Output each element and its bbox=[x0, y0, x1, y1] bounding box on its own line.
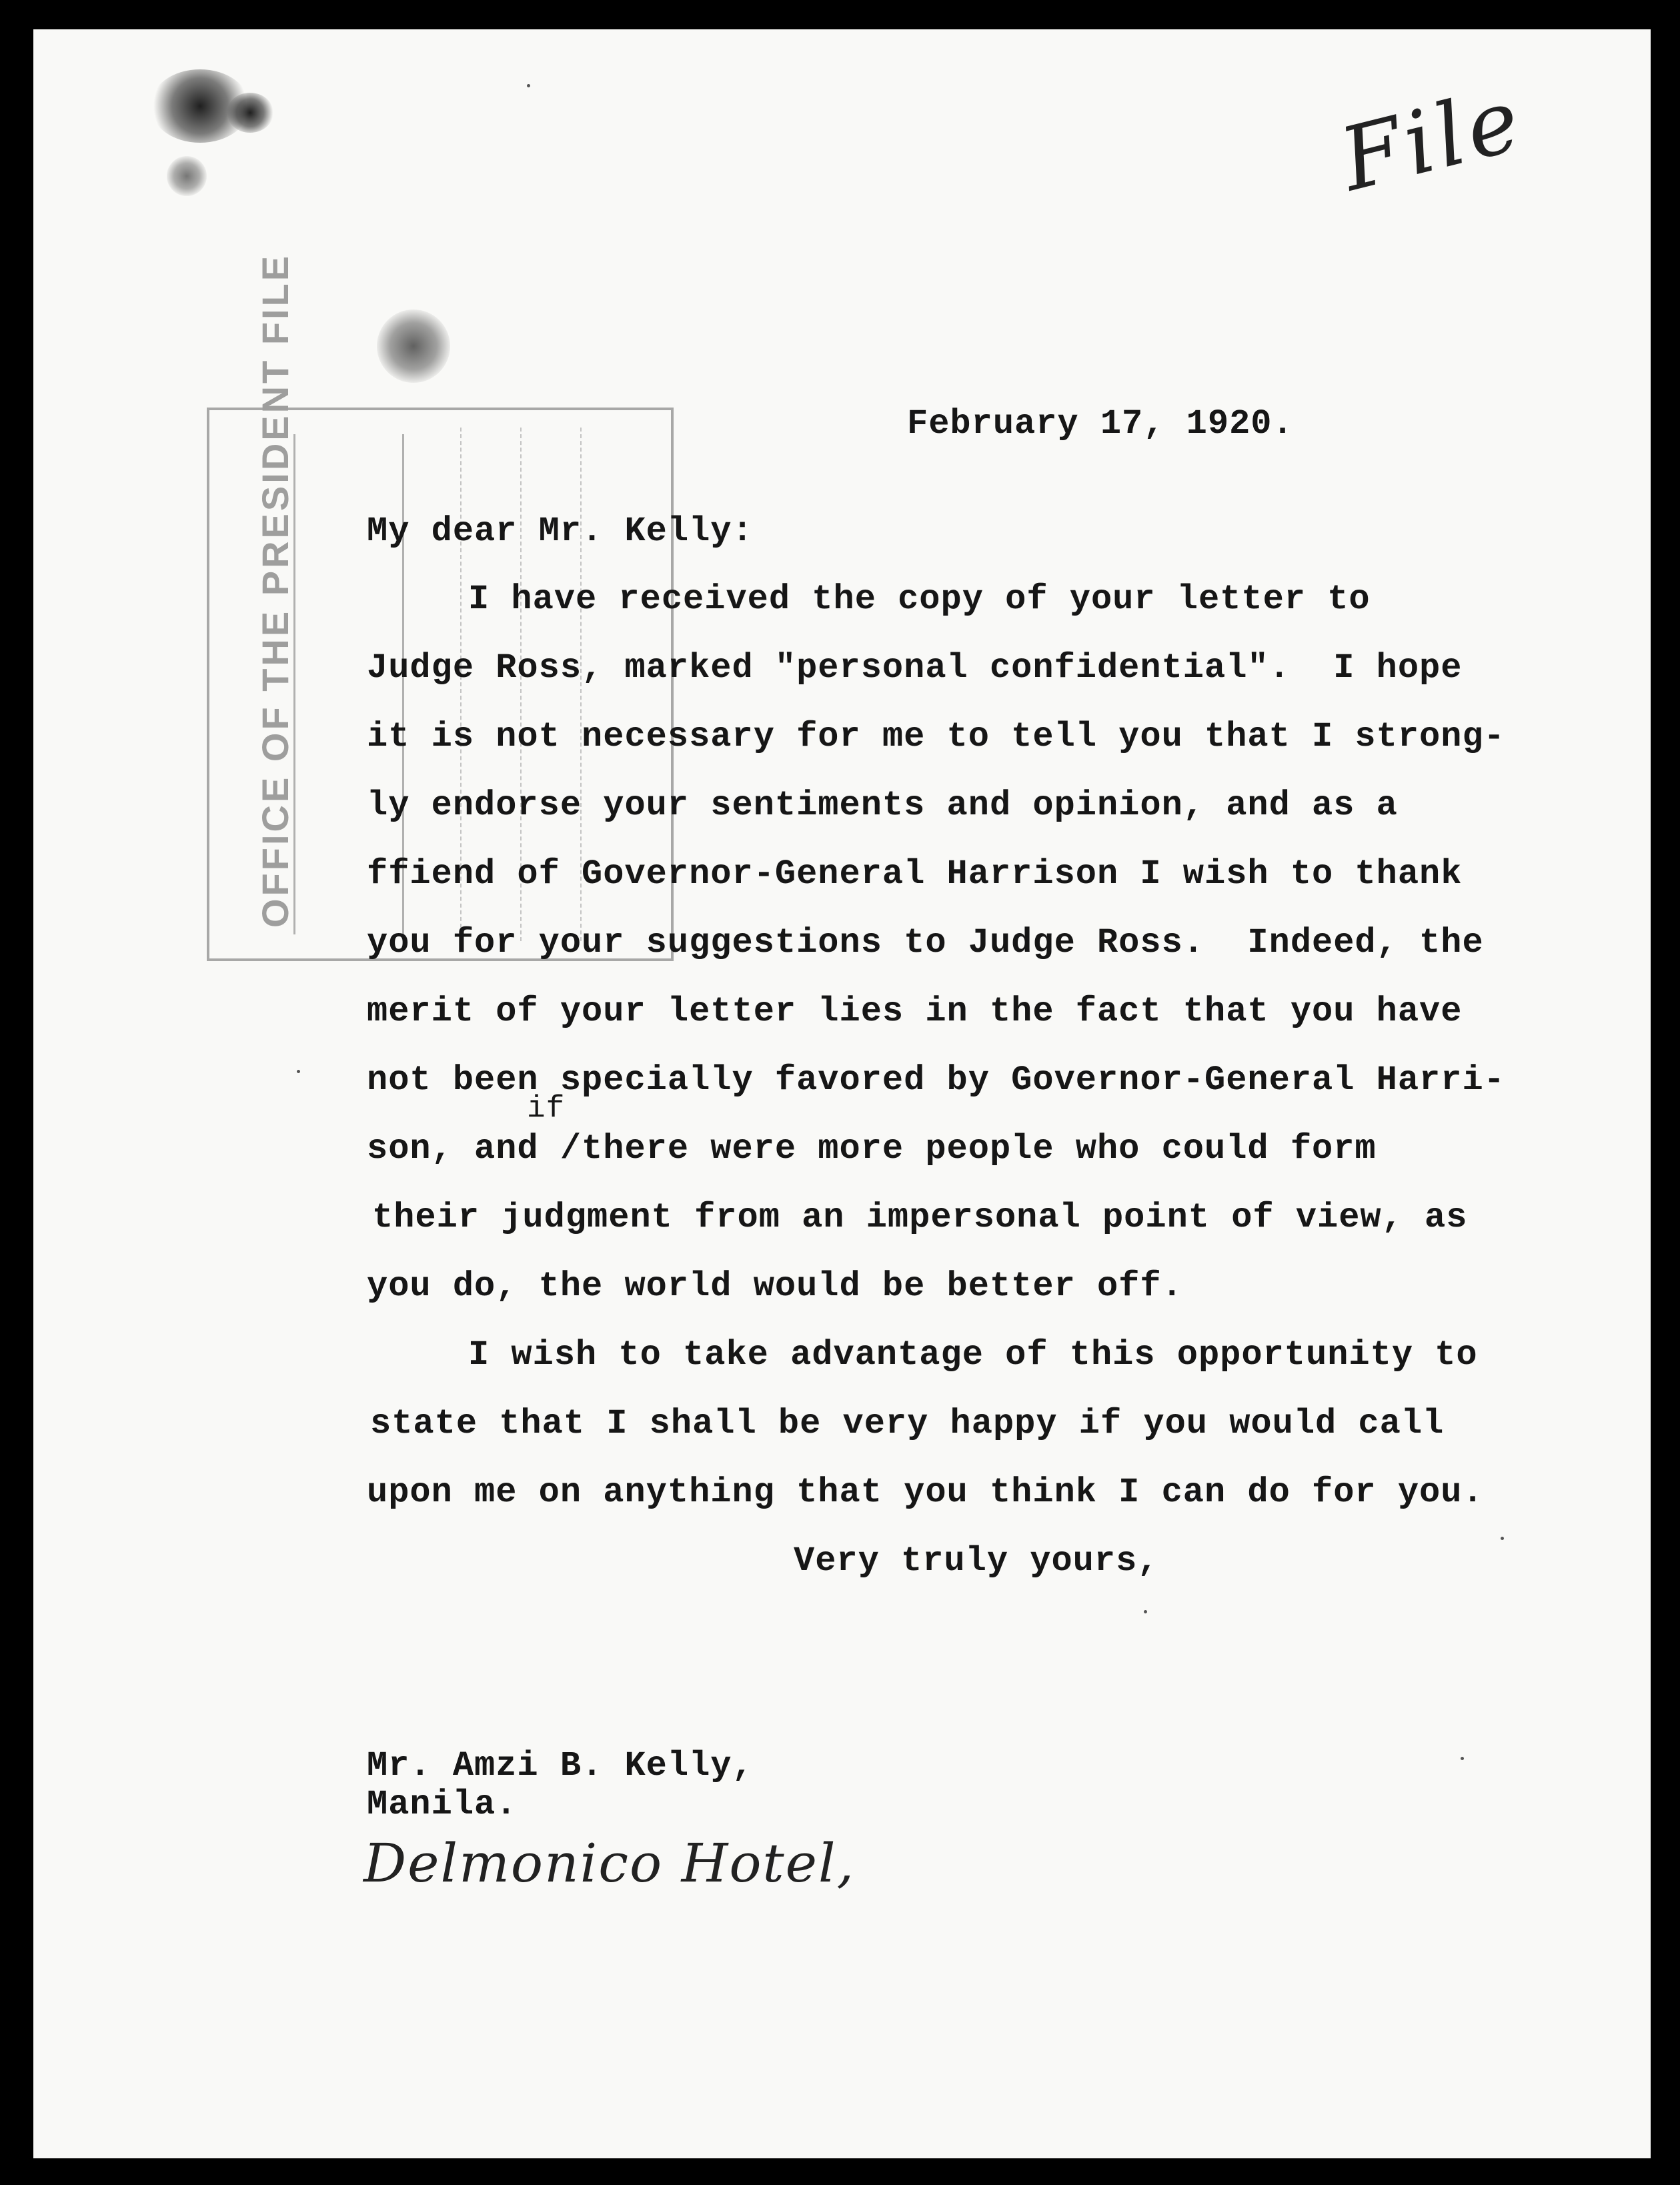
body-line: it is not necessary for me to tell you that I strong- bbox=[367, 717, 1505, 756]
address-line: Mr. Amzi B. Kelly, bbox=[367, 1746, 754, 1785]
body-line: you for your suggestions to Judge Ross. Indeed, the bbox=[367, 923, 1484, 962]
body-line: son, and /there were more people who could form bbox=[367, 1129, 1377, 1169]
handwritten-address: Delmonico Hotel, bbox=[363, 1832, 856, 1894]
insertion-mark: if bbox=[527, 1091, 566, 1126]
body-line: Judge Ross, marked "personal confidential". I hope bbox=[367, 648, 1463, 688]
body-line: you do, the world would be better off. bbox=[367, 1267, 1183, 1306]
body-line: merit of your letter lies in the fact that you have bbox=[367, 992, 1463, 1031]
body-line: their judgment from an impersonal point of view, as bbox=[372, 1198, 1468, 1237]
letter-content bbox=[33, 29, 1651, 2158]
body-line: I have received the copy of your letter to bbox=[468, 580, 1371, 619]
letter-date: February 17, 1920. bbox=[907, 404, 1294, 444]
body-line: state that I shall be very happy if you would call bbox=[370, 1404, 1445, 1443]
closing: Very truly yours, bbox=[794, 1541, 1159, 1581]
salutation: My dear Mr. Kelly: bbox=[367, 512, 754, 551]
letter-page bbox=[33, 29, 1651, 2158]
body-line: not been specially favored by Governor-General Harri- bbox=[367, 1060, 1505, 1100]
stamp-text: OFFICE OF THE PRESIDENT FILE bbox=[254, 253, 296, 928]
file-mark: File bbox=[1331, 68, 1533, 211]
body-line: ffiend of Governor-General Harrison I wish to thank bbox=[367, 854, 1463, 894]
body-line: upon me on anything that you think I can do for you. bbox=[367, 1473, 1484, 1512]
address-line: Manila. bbox=[367, 1785, 518, 1824]
body-line: ly endorse your sentiments and opinion, and as a bbox=[367, 786, 1398, 825]
body-line: I wish to take advantage of this opportunity to bbox=[468, 1335, 1478, 1375]
